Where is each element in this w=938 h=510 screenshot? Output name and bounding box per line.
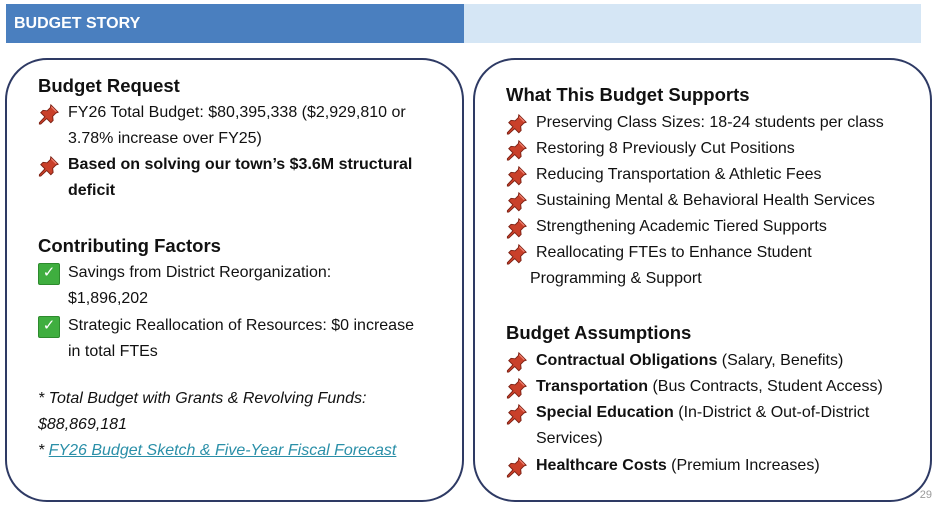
total-budget-note [38, 386, 448, 464]
forecast-link-row [38, 438, 448, 464]
list-item-line: deficit [68, 182, 116, 199]
list-item-line: $1,896,202 [68, 290, 149, 307]
list-item-text [506, 348, 916, 374]
item-bold: Contractual Obligations [536, 352, 718, 369]
list-item [38, 100, 448, 152]
contributing-factors-heading: Contributing Factors [38, 235, 221, 256]
list-item [506, 136, 916, 162]
pushpin-icon [506, 217, 528, 239]
pushpin-icon [506, 456, 528, 478]
list-item [506, 188, 916, 214]
supports-heading: What This Budget Supports [506, 84, 750, 105]
pushpin-icon [506, 377, 528, 399]
list-item [506, 240, 916, 292]
list-item-text: Preserving Class Sizes: 18-24 students per class [536, 114, 884, 131]
list-item [506, 162, 916, 188]
list-item-line: 3.78% increase over FY25) [68, 130, 262, 147]
note-line: $88,869,181 [38, 416, 127, 433]
list-item-line: Services) [536, 430, 603, 447]
list-item-line: FY26 Total Budget: $80,395,338 ($2,929,810 or [68, 104, 406, 121]
list-item-text [506, 400, 916, 426]
page-number: 29 [919, 489, 932, 501]
list-item [38, 152, 448, 204]
list-item-line: Savings from District Reorganization: [68, 264, 332, 281]
list-item [506, 348, 916, 374]
budget-request-heading: Budget Request [38, 75, 180, 96]
list-item-text [506, 374, 916, 400]
item-bold: Special Education [536, 404, 674, 421]
pushpin-icon [38, 155, 60, 177]
list-item [38, 260, 448, 312]
item-rest: (Salary, Benefits) [717, 352, 844, 369]
list-item [506, 374, 916, 400]
note-line: * Total Budget with Grants & Revolving Funds: [38, 390, 367, 407]
left-panel [5, 58, 464, 502]
item-bold: Transportation [536, 378, 649, 395]
pushpin-icon [506, 191, 528, 213]
pushpin-icon [38, 103, 60, 125]
list-item-line: Based on solving our town’s $3.6M structural [68, 156, 413, 173]
page-title: BUDGET STORY [6, 4, 464, 43]
list-item-text: Sustaining Mental & Behavioral Health Services [536, 192, 875, 209]
pushpin-icon [506, 243, 528, 265]
list-item-line: in total FTEs [68, 343, 158, 360]
pushpin-icon [506, 403, 528, 425]
list-item-text: Strengthening Academic Tiered Supports [536, 218, 827, 235]
forecast-link[interactable]: FY26 Budget Sketch & Five-Year Fiscal Forecast [48, 442, 397, 459]
list-item [506, 453, 916, 479]
list-item [506, 214, 916, 240]
pushpin-icon [506, 113, 528, 135]
list-item-text: Reducing Transportation & Athletic Fees [536, 166, 822, 183]
list-item-line: Reallocating FTEs to Enhance Student [536, 244, 812, 261]
link-prefix: * [38, 442, 49, 459]
list-item-text: Restoring 8 Previously Cut Positions [536, 140, 795, 157]
item-rest: (In-District & Out-of-District [673, 404, 870, 421]
item-rest: (Bus Contracts, Student Access) [648, 378, 883, 395]
pushpin-icon [506, 165, 528, 187]
pushpin-icon [506, 139, 528, 161]
list-item-text [506, 453, 916, 479]
item-bold: Healthcare Costs [536, 457, 667, 474]
list-item-line: Programming & Support [530, 270, 702, 287]
assumptions-heading: Budget Assumptions [506, 322, 692, 343]
pushpin-icon [506, 351, 528, 373]
header-bar [6, 4, 921, 43]
checkmark-icon: ✓ [38, 316, 60, 338]
right-panel [473, 58, 932, 502]
item-rest: (Premium Increases) [666, 457, 820, 474]
checkmark-icon: ✓ [38, 263, 60, 285]
list-item [506, 110, 916, 136]
list-item [38, 313, 448, 365]
list-item-line: Strategic Reallocation of Resources: $0 increase [68, 317, 414, 334]
list-item [506, 400, 916, 452]
